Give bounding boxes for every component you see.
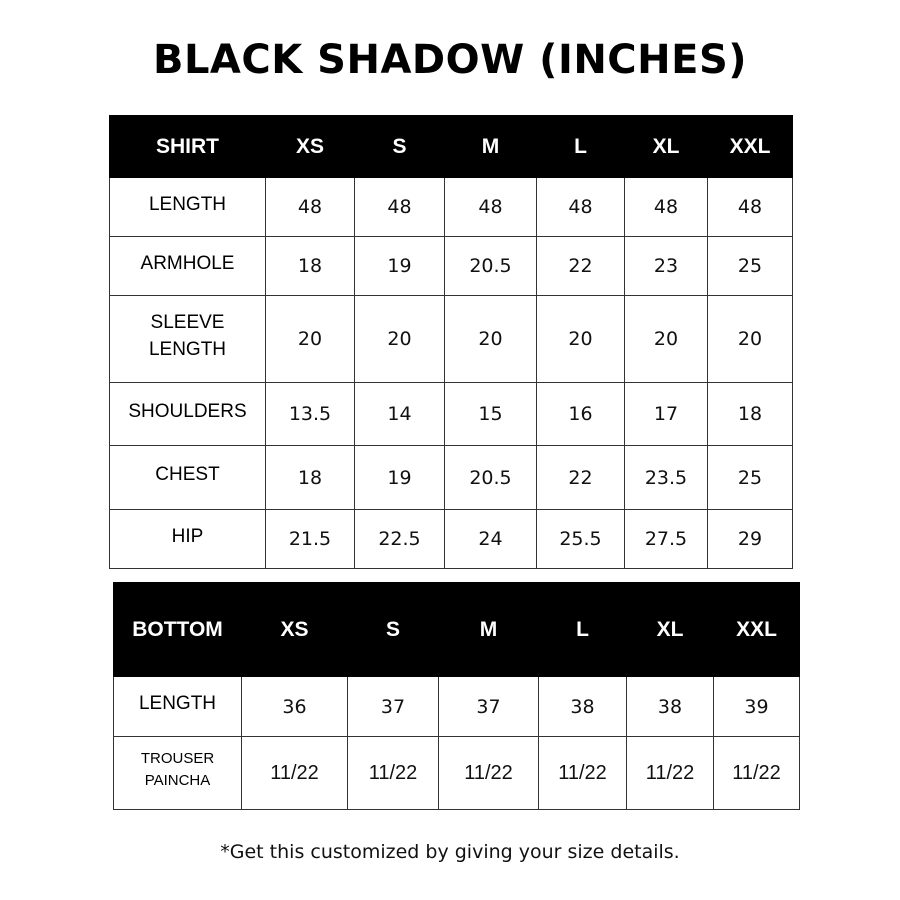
column-header-size: XXL xyxy=(708,116,793,178)
table-cell: 11/22 xyxy=(539,737,627,810)
table-cell: 25.5 xyxy=(537,510,625,569)
table-cell: 22 xyxy=(537,446,625,510)
column-header-size: S xyxy=(355,116,445,178)
table-cell: 27.5 xyxy=(625,510,708,569)
table-cell: 48 xyxy=(625,178,708,237)
row-label: SHOULDERS xyxy=(110,383,266,446)
table-cell: 29 xyxy=(708,510,793,569)
table-cell: 20.5 xyxy=(445,237,537,296)
table-cell: 48 xyxy=(355,178,445,237)
table-cell: 20 xyxy=(266,296,355,383)
page-title: BLACK SHADOW (INCHES) xyxy=(152,37,748,83)
row-label: SLEEVE LENGTH xyxy=(110,296,266,383)
table-cell: 23 xyxy=(625,237,708,296)
shirt-size-table xyxy=(109,115,793,569)
table-cell: 20 xyxy=(445,296,537,383)
table-cell: 48 xyxy=(445,178,537,237)
column-header-size: M xyxy=(445,116,537,178)
table-cell: 48 xyxy=(537,178,625,237)
table-cell: 18 xyxy=(266,237,355,296)
row-label: ARMHOLE xyxy=(110,237,266,296)
table-cell: 48 xyxy=(708,178,793,237)
table-cell: 39 xyxy=(714,677,800,737)
table-cell: 11/22 xyxy=(714,737,800,810)
table-row xyxy=(114,677,800,737)
table-cell: 38 xyxy=(539,677,627,737)
table-cell: 20.5 xyxy=(445,446,537,510)
column-header-size: M xyxy=(439,583,539,677)
table-cell: 22.5 xyxy=(355,510,445,569)
column-header-size: S xyxy=(348,583,439,677)
table-cell: 37 xyxy=(348,677,439,737)
table-cell: 18 xyxy=(708,383,793,446)
table-row xyxy=(114,737,800,810)
row-label: HIP xyxy=(110,510,266,569)
table-cell: 48 xyxy=(266,178,355,237)
table-cell: 25 xyxy=(708,446,793,510)
table-cell: 14 xyxy=(355,383,445,446)
table-cell: 22 xyxy=(537,237,625,296)
table-cell: 11/22 xyxy=(627,737,714,810)
row-label: TROUSER PAINCHA xyxy=(114,737,242,810)
column-header-size: L xyxy=(537,116,625,178)
column-header-size: XL xyxy=(627,583,714,677)
table-row xyxy=(110,510,793,569)
table-cell: 19 xyxy=(355,237,445,296)
bottom-header-row xyxy=(114,583,800,677)
table-cell: 20 xyxy=(355,296,445,383)
column-header-size: XL xyxy=(625,116,708,178)
table-cell: 20 xyxy=(625,296,708,383)
table-cell: 16 xyxy=(537,383,625,446)
table-cell: 21.5 xyxy=(266,510,355,569)
shirt-header-row xyxy=(110,116,793,178)
customization-note: *Get this customized by giving your size details. xyxy=(220,841,680,863)
table-row xyxy=(110,383,793,446)
table-cell: 23.5 xyxy=(625,446,708,510)
row-label: LENGTH xyxy=(114,677,242,737)
table-cell: 17 xyxy=(625,383,708,446)
column-header-size: XS xyxy=(242,583,348,677)
table-cell: 11/22 xyxy=(348,737,439,810)
table-cell: 19 xyxy=(355,446,445,510)
table-cell: 18 xyxy=(266,446,355,510)
column-header-size: XS xyxy=(266,116,355,178)
table-row xyxy=(110,178,793,237)
table-cell: 11/22 xyxy=(242,737,348,810)
table-cell: 15 xyxy=(445,383,537,446)
column-header-size: XXL xyxy=(714,583,800,677)
table-cell: 25 xyxy=(708,237,793,296)
table-row xyxy=(110,446,793,510)
table-cell: 36 xyxy=(242,677,348,737)
column-header-category: BOTTOM xyxy=(114,583,242,677)
table-row xyxy=(110,237,793,296)
table-cell: 11/22 xyxy=(439,737,539,810)
row-label: CHEST xyxy=(110,446,266,510)
table-row xyxy=(110,296,793,383)
column-header-size: L xyxy=(539,583,627,677)
table-cell: 38 xyxy=(627,677,714,737)
table-cell: 20 xyxy=(537,296,625,383)
table-cell: 37 xyxy=(439,677,539,737)
table-cell: 24 xyxy=(445,510,537,569)
bottom-size-table xyxy=(113,582,800,810)
row-label: LENGTH xyxy=(110,178,266,237)
column-header-category: SHIRT xyxy=(110,116,266,178)
table-cell: 13.5 xyxy=(266,383,355,446)
table-cell: 20 xyxy=(708,296,793,383)
